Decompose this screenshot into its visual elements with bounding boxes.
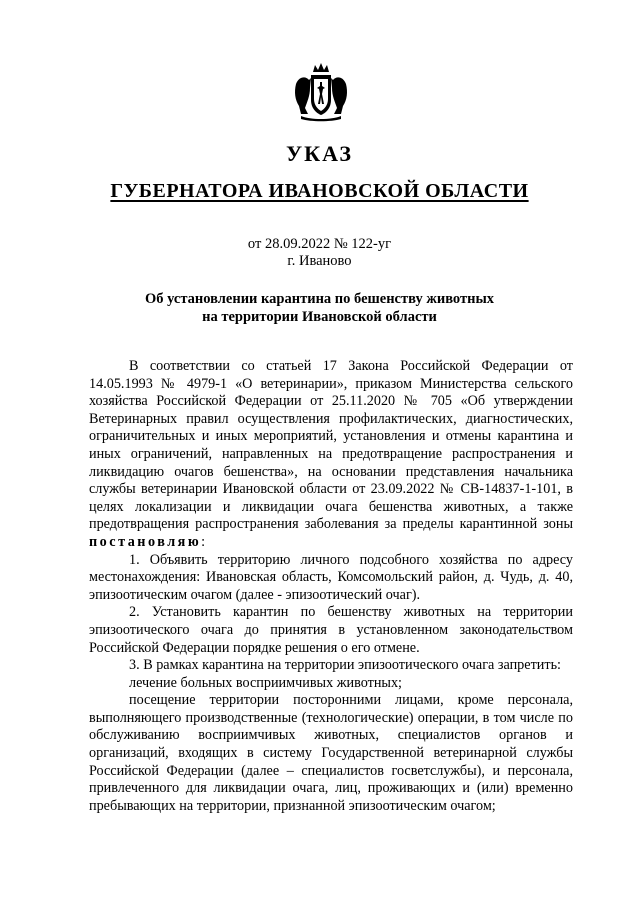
intro-text: В соответствии со статьей 17 Закона Российской Федерации от 14.05.1993 № 4979-1 «О ветеринарии», приказом Министерства сельского хозяйства Российской Федерации от 25.11.2020 № 705 «Об утверждении Ветеринарных правил осуществления профилактических, диагностических, ограничительных и иных мероприятий, установления и отмены карантина и иных ограничений, направленных на предотвращение распространения и ликвидацию очагов бешенства», на основании представления начальника службы ветеринарии Ивановской области от 23.09.2022 № СВ-14837-1-101, в целях локализации и ликвидации очага бешенства животных, а также предотвращения распространения заболевания за пределы карантинной зоны — [89, 358, 573, 533]
decree-subject — [0, 290, 639, 326]
item-3-a: лечение больных восприимчивых животных; — [129, 674, 402, 691]
item-2: 2. Установить карантин по бешенству животных на территории эпизоотического очага до принятия в установленном законодательством Российской Федерации порядке решения о его отмене. — [89, 604, 573, 656]
city: г. Иваново — [287, 253, 352, 269]
item-3-b: посещение территории посторонними лицами, кроме персонала, выполняющего производственные (технологические) операции, в том числе по обслуживанию восприимчивых животных, специалистов органов и организаций, входящих в систему Государственной ветеринарной службы Российской Федерации (далее – специалистов госветслужбы), и персонала, привлеченного для ликвидации очага, лиц, проживающих и (или) временно пребывающих на территории, признанной эпизоотическим очагом; — [89, 692, 573, 814]
item-3: 3. В рамках карантина на территории эпизоотического очага запретить: — [129, 657, 561, 674]
date-number-block — [0, 236, 639, 270]
decree-body — [89, 358, 573, 815]
coat-of-arms-icon — [293, 62, 349, 122]
document-type-heading: УКАЗ — [285, 141, 354, 166]
subject-line-2: на территории Ивановской области — [202, 309, 437, 325]
decree-word: постановляю — [89, 533, 202, 550]
item-1: 1. Объявить территорию личного подсобного хозяйства по адресу местонахождения: Ивановская область, Комсомольский район, д. Чудь, д. 40, эпизоотическим очагом (далее - эпизоотический очаг). — [89, 551, 573, 603]
issuer-heading: ГУБЕРНАТОРА ИВАНОВСКОЙ ОБЛАСТИ — [110, 180, 529, 202]
subject-line-1: Об установлении карантина по бешенству животных — [144, 291, 495, 307]
intro-paragraph — [89, 358, 573, 552]
decree-colon: : — [201, 533, 206, 550]
date-number: от 28.09.2022 № 122-уг — [247, 236, 392, 252]
